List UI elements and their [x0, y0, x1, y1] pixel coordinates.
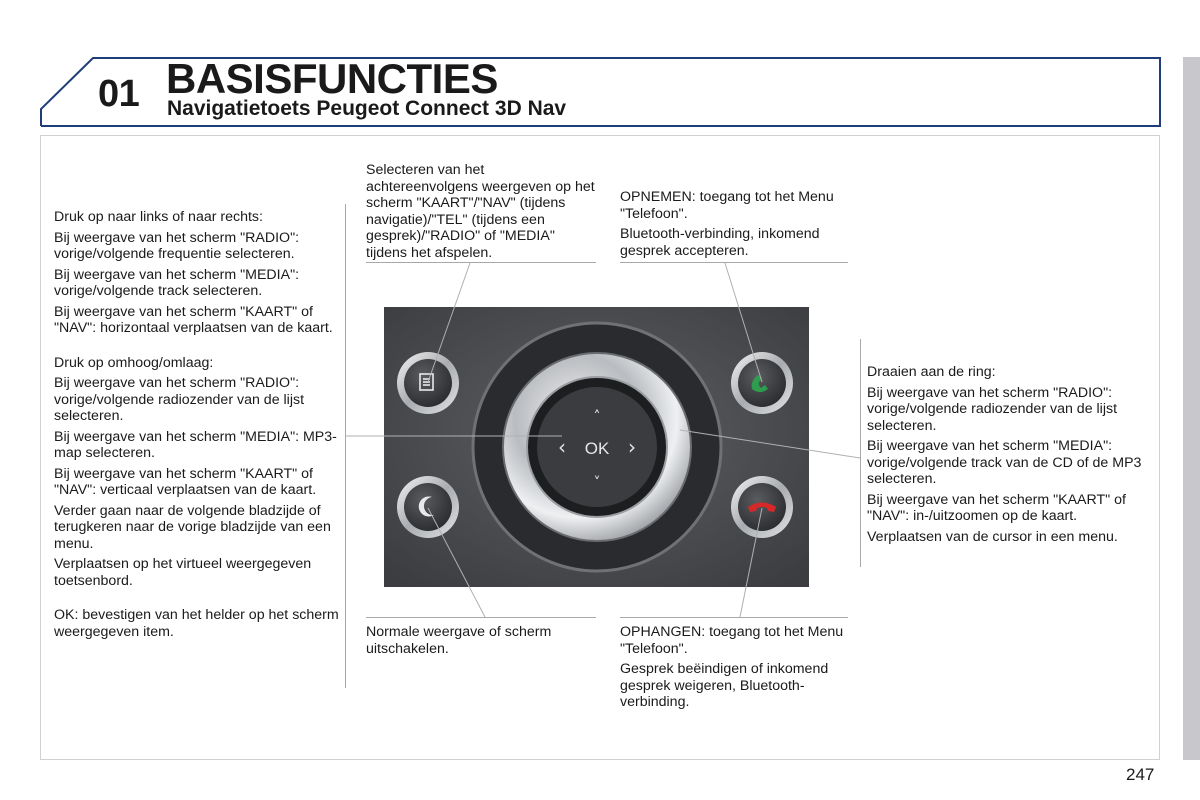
chapter-number: 01	[98, 73, 140, 115]
callout-text: OPNEMEN: toegang tot het Menu "Telefoon".	[620, 189, 834, 222]
chapter-subtitle: Navigatietoets Peugeot Connect 3D Nav	[167, 97, 567, 120]
right-para: Bij weergave van het scherm "KAART" of "NAV": in-/uitzoomen op de kaart.	[867, 491, 1126, 524]
leader-line	[428, 508, 485, 617]
left-para: Druk op naar links of naar rechts:	[54, 209, 263, 225]
down-arrow-icon: ˅	[593, 475, 601, 491]
left-para: Bij weergave van het scherm "RADIO": vorige/volgende frequentie selecteren.	[54, 229, 300, 262]
callout-text: Bluetooth-verbinding, inkomend gesprek accepteren.	[620, 226, 820, 259]
callout-text: Normale weergave of scherm uitschakelen.	[366, 624, 552, 657]
left-para: Bij weergave van het scherm "KAART" of "NAV": verticaal verplaatsen van de kaart.	[54, 465, 317, 498]
right-para: Draaien aan de ring:	[867, 364, 996, 380]
leader-line	[725, 263, 762, 382]
callout-text: Gesprek beëindigen of inkomend gesprek weigeren, Bluetooth-verbinding.	[620, 661, 829, 710]
leader-line	[740, 508, 762, 617]
up-arrow-icon: ˄	[593, 409, 601, 425]
left-para: Bij weergave van het scherm "RADIO": vorige/volgende radiozender van de lijst selecteren.	[54, 375, 305, 424]
left-arrow-icon: ‹	[558, 435, 566, 459]
left-para: OK: bevestigen van het helder op het scherm weergegeven item.	[54, 607, 339, 640]
right-para: Verplaatsen van de cursor in een menu.	[867, 528, 1118, 545]
page-number: 247	[1126, 765, 1155, 784]
left-para: Bij weergave van het scherm "MEDIA": MP3-map selecteren.	[54, 428, 337, 461]
right-para: Bij weergave van het scherm "MEDIA": vorige/volgende track van de CD of de MP3 selecteren.	[867, 438, 1142, 487]
left-para: Druk op omhoog/omlaag:	[54, 354, 214, 371]
left-para: Verplaatsen op het virtueel weergegeven toetsenbord.	[54, 556, 312, 589]
leader-line	[680, 430, 860, 458]
chapter-title: BASISFUNCTIES	[166, 55, 498, 102]
right-para: Bij weergave van het scherm "RADIO": vorige/volgende radiozender van de lijst selecteren.	[867, 384, 1118, 434]
left-para: Bij weergave van het scherm "KAART" of "NAV": horizontaal verplaatsen van de kaart.	[54, 303, 333, 336]
left-para: Bij weergave van het scherm "MEDIA": vorige/volgende track selecteren.	[54, 266, 300, 299]
callout-text: Selecteren van het achtereenvolgens weergeven op het scherm "KAART"/"NAV" (tijdens navigatie)/"TEL" (tijdens een gesprek)/"RADIO" of "MEDIA" tijdens het afspelen.	[366, 162, 595, 261]
leader-line	[428, 263, 470, 382]
callout-text: OPHANGEN: toegang tot het Menu "Telefoon".	[620, 624, 844, 657]
right-arrow-icon: ›	[628, 435, 636, 459]
left-para: Verder gaan naar de volgende bladzijde of terugkeren naar de vorige bladzijde van een menu.	[54, 502, 331, 552]
ok-label: OK	[584, 439, 610, 458]
